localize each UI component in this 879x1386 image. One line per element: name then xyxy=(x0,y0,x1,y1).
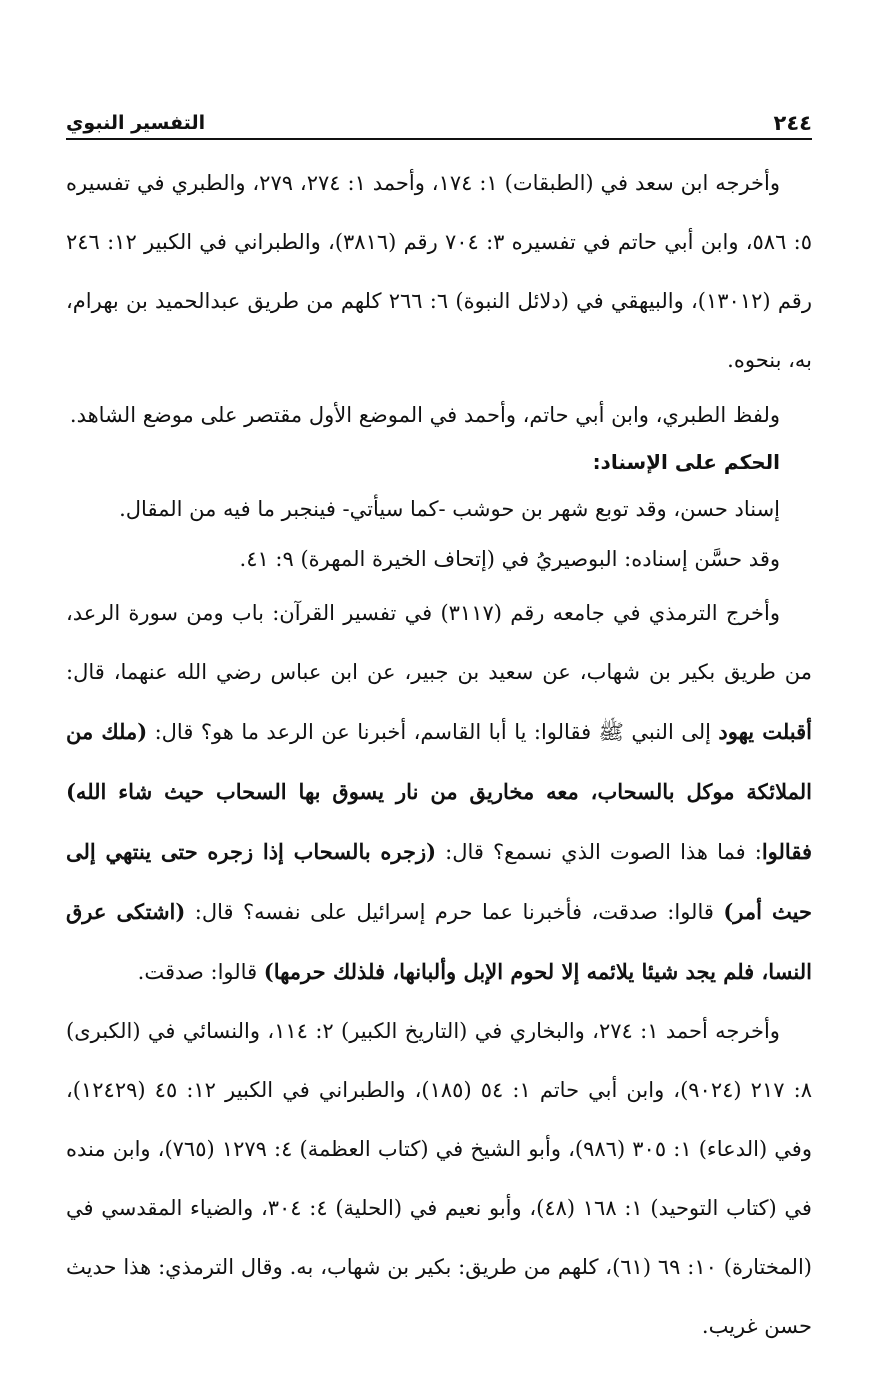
text-segment: إلى النبي ﷺ فقالوا: يا أبا القاسم، أخبرنا عن الرعد ما هو؟ قال: xyxy=(147,720,719,744)
hadith-text: (اشتكى عرق النسا، فلم يجد شيئا يلائمه إلا لحوم الإبل وألبانها، فلذلك حرمها) xyxy=(66,899,812,984)
hadith-text: فقالوا xyxy=(761,839,812,864)
paragraph-tahsin xyxy=(66,534,812,584)
hadith-text: (زجره بالسحاب إذا زجره حتى ينتهي إلى حيث أمر) xyxy=(66,839,812,924)
section-heading-hukm: الحكم على الإسناد: xyxy=(592,450,780,474)
paragraph-takhrij-1 xyxy=(66,154,812,390)
paragraph-text: وأخرجه أحمد ١: ٢٧٤، والبخاري في (التاريخ الكبير) ٢: ١١٤، والنسائي في (الكبرى) ٨: ٢١٧ (٩٠٢٤)، وابن أبي حاتم ١: ٥٤ (١٨٥)، والطبراني في الكبير ١٢: ٤٥ (١٢٤٢٩)، وفي (الدعاء) ١: ٣٠٥ (٩٨٦)، وأبو الشيخ في (كتاب العظمة) ٤: ١٢٧٩ (٧٦٥)، وابن منده في (كتاب التوحيد) ١: ١٦٨ (٤٨)، وأبو نعيم في (الحلية) ٤: ٣٠٤، والضياء المقدسي في (المختارة) ١٠: ٦٩ (٦١)، كلهم من طريق: بكير بن شهاب، به. وقال الترمذي: هذا حديث حسن غريب. xyxy=(66,1019,812,1338)
paragraph-text: وقد حسَّن إسناده: البوصيريُ في (إتحاف الخيرة المهرة) ٩: ٤١. xyxy=(239,547,780,571)
text-segment: قالوا: صدقت، فأخبرنا عما حرم إسرائيل على نفسه؟ قال: xyxy=(185,900,724,924)
page-body xyxy=(66,154,812,1356)
book-page xyxy=(66,110,812,1356)
paragraph-text: إسناد حسن، وقد توبع شهر بن حوشب -كما سيأتي- فينجبر ما فيه من المقال. xyxy=(119,497,780,521)
paragraph-takhrij-2 xyxy=(66,1002,812,1356)
paragraph-tirmidhi-hadith xyxy=(66,584,812,1002)
paragraph-isnad xyxy=(66,484,812,534)
text-segment: : فما هذا الصوت الذي نسمع؟ قال: xyxy=(436,840,762,864)
page-number: ٢٤٤ xyxy=(773,111,812,135)
running-header xyxy=(66,110,812,140)
hadith-text: أقبلت يهود xyxy=(718,719,812,744)
text-segment: وأخرج الترمذي في جامعه رقم (٣١١٧) في تفسير القرآن: باب ومن سورة الرعد، من طريق بكير بن شهاب، عن سعيد بن جبير، عن ابن عباس رضي الله عنهما، قال: xyxy=(66,601,812,684)
text-segment: قالوا: صدقت. xyxy=(137,960,264,984)
paragraph-text: ولفظ الطبري، وابن أبي حاتم، وأحمد في الموضع الأول مقتصر على موضع الشاهد. xyxy=(69,403,780,427)
paragraph-text: وأخرجه ابن سعد في (الطبقات) ١: ١٧٤، وأحمد ١: ٢٧٤، ٢٧٩، والطبري في تفسيره ٥: ٥٨٦، وابن أبي حاتم في تفسيره ٣: ٧٠٤ رقم (٣٨١٦)، والطبراني في الكبير ١٢: ٢٤٦ رقم (١٣٠١٢)، والبيهقي في (دلائل النبوة) ٦: ٢٦٦ كلهم من طريق عبدالحميد بن بهرام، به، بنحوه. xyxy=(66,171,812,372)
paragraph-lafz xyxy=(66,390,812,440)
hadith-text: (ملك من الملائكة موكل بالسحاب، معه مخاريق من نار يسوق بها السحاب حيث شاء الله) xyxy=(66,719,812,804)
running-title: التفسير النبوي xyxy=(66,112,206,134)
